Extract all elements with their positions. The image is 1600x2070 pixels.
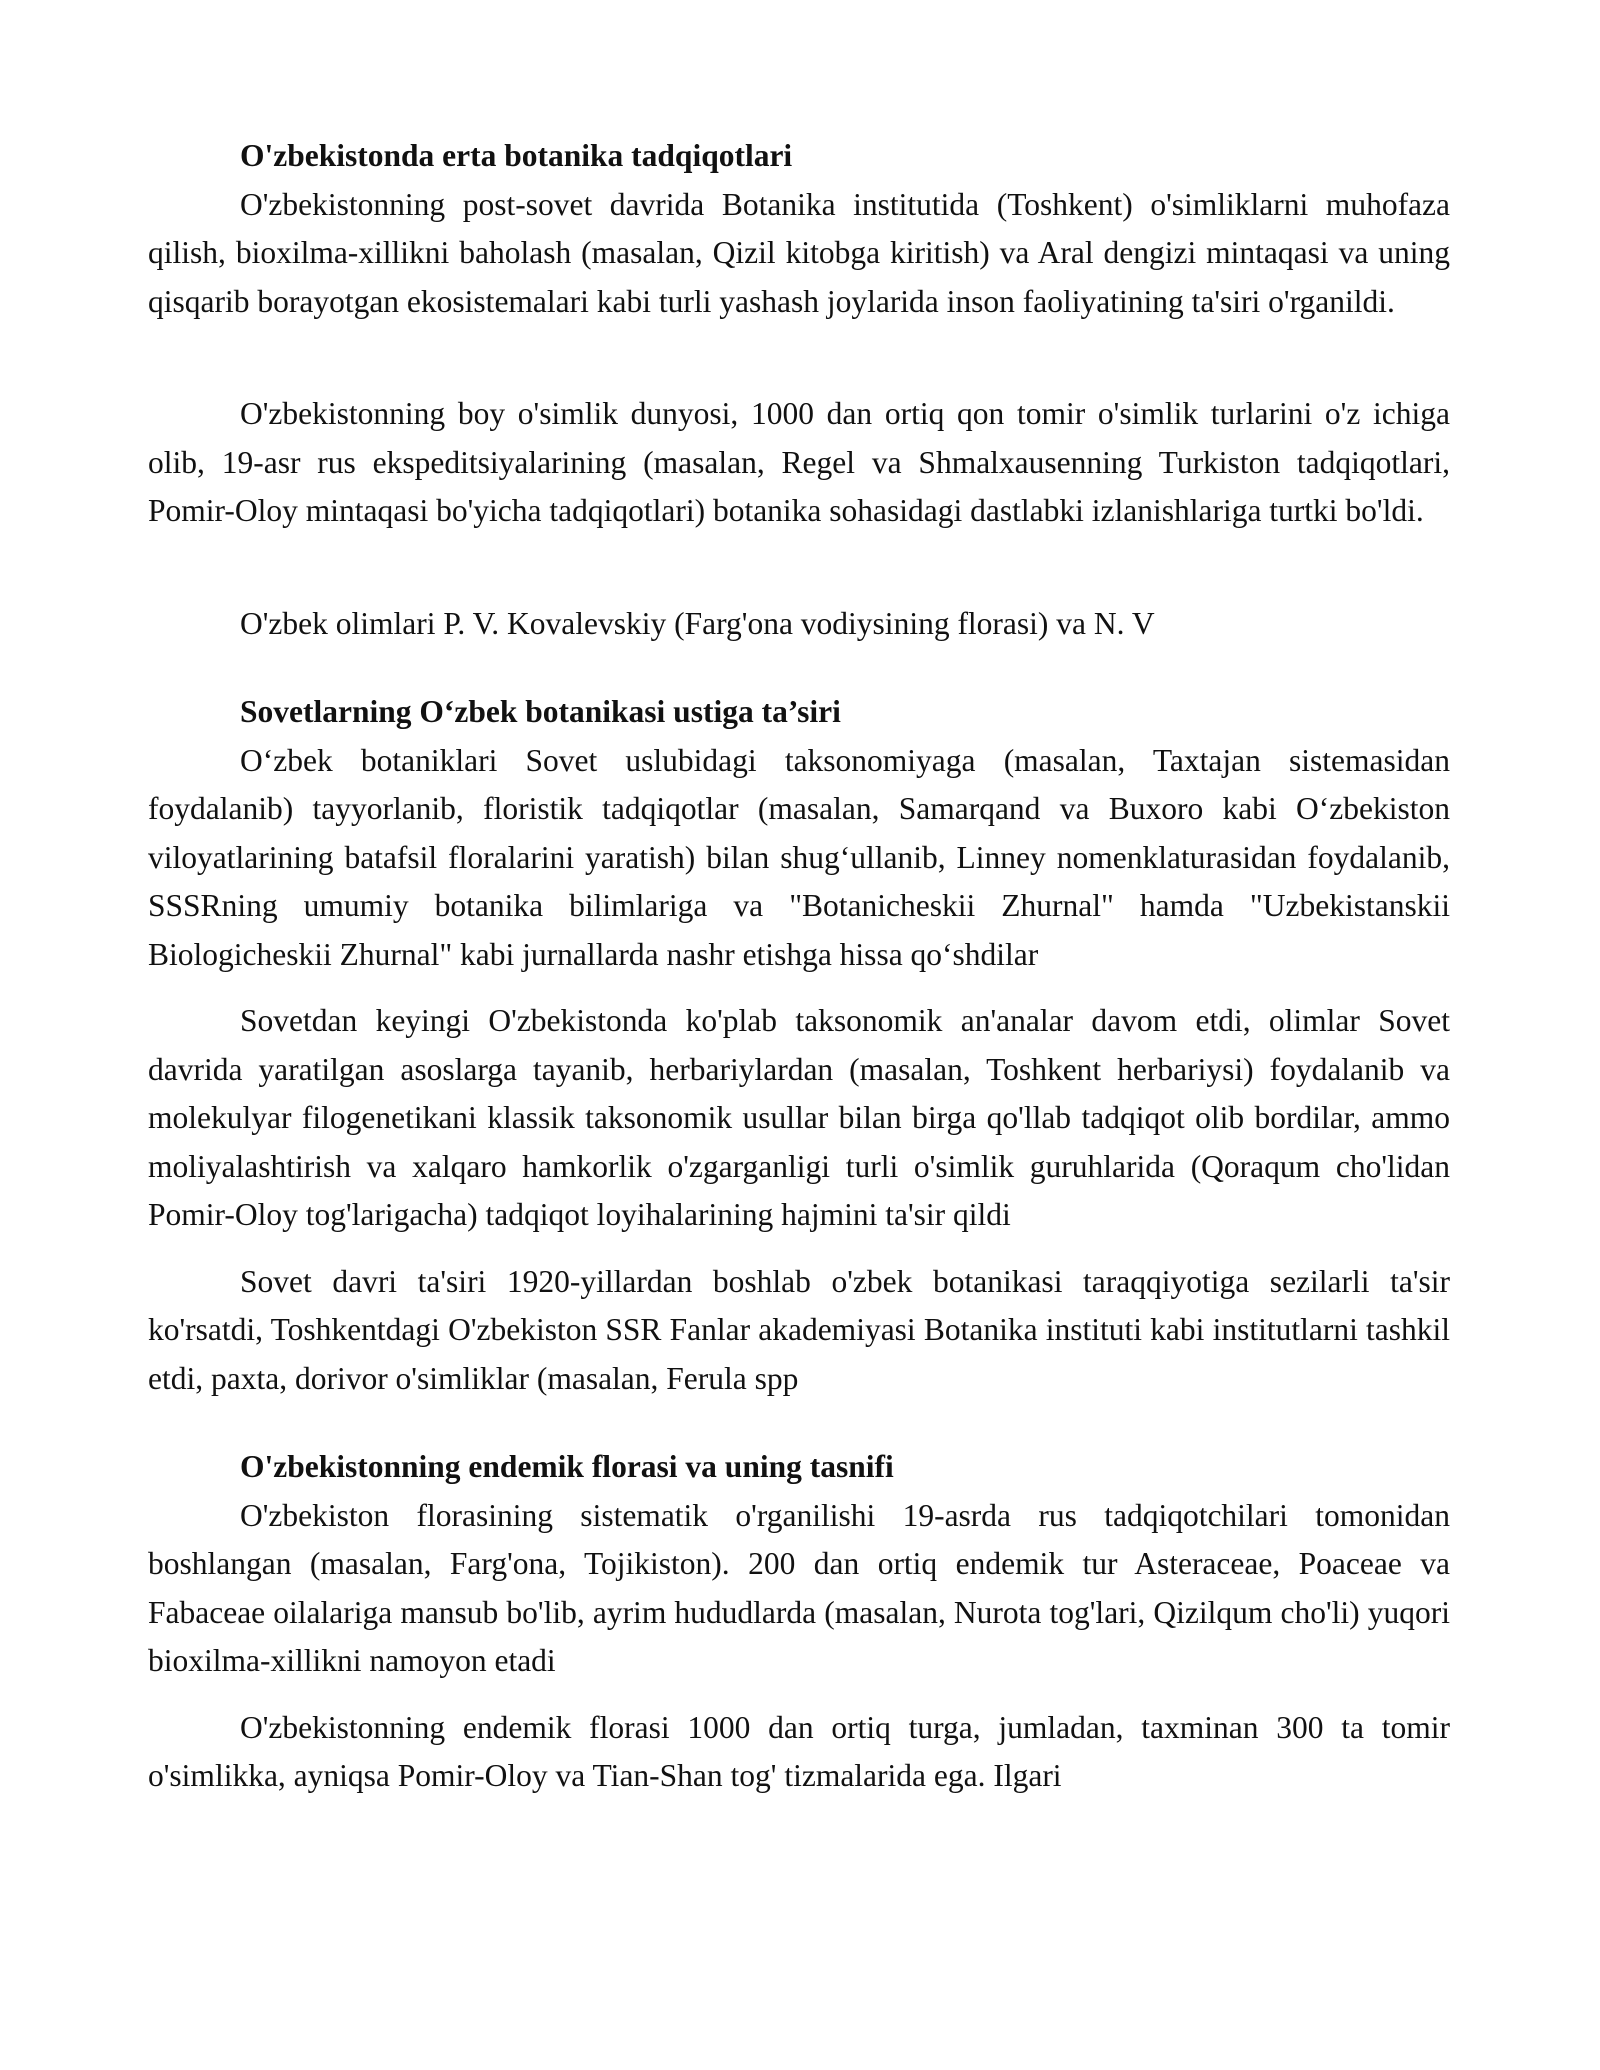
paragraph: O'zbekistonning post-sovet davrida Botanika institutida (Toshkent) o'simliklarni muhofaza qilish, bioxilma-xillikni baholash (masalan, Qizil kitobga kiritish) va Aral dengizi mintaqasi va uning qisqarib borayotgan ekosistemalari kabi turli yashash joylarida inson faoliyatining ta'siri o'rganildi. [148,186,1450,319]
paragraph: Sovet davri ta'siri 1920-yillardan boshlab o'zbek botanikasi taraqqiyotiga sezilarli ta'sir ko'rsatdi, Toshkentdagi O'zbekiston SSR Fanlar akademiyasi Botanika instituti kabi institutlarni tashkil etdi, paxta, dorivor o'simliklar (masalan, Ferula spp [148,1263,1450,1396]
paragraph: O'zbekiston florasining sistematik o'rganilishi 19-asrda rus tadqiqotchilari tomonidan boshlangan (masalan, Farg'ona, Tojikiston). 200 dan ortiq endemik tur Asteraceae, Poaceae va Fabaceae oilalariga mansub bo'lib, ayrim hududlarda (masalan, Nurota tog'lari, Qizilqum cho'li) yuqori bioxilma-xillikni namoyon etadi [148,1497,1450,1678]
paragraph: Sovetdan keyingi O'zbekistonda ko'plab taksonomik an'analar davom etdi, olimlar Sovet davrida yaratilgan asoslarga tayanib, herbariylardan (masalan, Toshkent herbariysi) foydalanib va molekulyar filogenetikani klassik taksonomik usullar bilan birga qo'llab tadqiqot olib bordilar, ammo moliyalashtirish va xalqaro hamkorlik o'zgarganligi turli o'simlik guruhlarida (Qoraqum cho'lidan Pomir-Oloy tog'larigacha) tadqiqot loyihalarining hajmini ta'sir qildi [148,1003,1450,1232]
paragraph-gap [148,648,1450,688]
paragraph-gap [148,1403,1450,1443]
paragraph-gap [148,1686,1450,1704]
document-page [148,132,1450,1801]
section-heading-early-research: O'zbekistonda erta botanika tadqiqotlari [240,138,793,173]
section-heading-soviet-influence: Sovetlarning O‘zbek botanikasi ustiga ta’siri [240,694,841,729]
section-heading-endemic-flora: O'zbekistonning endemik florasi va uning tasnifi [240,1449,894,1484]
paragraph: O'zbek olimlari P. V. Kovalevskiy (Farg'ona vodiysining florasi) va N. V [240,605,1155,641]
paragraph-gap [148,536,1450,600]
paragraph: O'zbekistonning endemik florasi 1000 dan ortiq turga, jumladan, taxminan 300 ta tomir o'simlikka, ayniqsa Pomir-Oloy va Tian-Shan tog' tizmalarida ega. Ilgari [148,1709,1450,1793]
paragraph-gap [148,326,1450,390]
paragraph-gap [148,979,1450,997]
paragraph-gap [148,1240,1450,1258]
paragraph: O'zbekistonning boy o'simlik dunyosi, 1000 dan ortiq qon tomir o'simlik turlarini o'z ichiga olib, 19-asr rus ekspeditsiyalarining (masalan, Regel va Shmalxausenning Turkiston tadqiqotlari, Pomir-Oloy mintaqasi bo'yicha tadqiqotlari) botanika sohasidagi dastlabki izlanishlariga turtki bo'ldi. [148,396,1450,528]
paragraph: O‘zbek botaniklari Sovet uslubidagi taksonomiyaga (masalan, Taxtajan sistemasidan foydalanib) tayyorlanib, floristik tadqiqotlar (masalan, Samarqand va Buxoro kabi O‘zbekiston viloyatlarining batafsil floralarini yaratish) bilan shug‘ullanib, Linney nomenklaturasidan foydalanib, SSSRning umumiy botanika bilimlariga va "Botanicheskii Zhurnal" hamda "Uzbekistanskii Biologicheskii Zhurnal" kabi jurnallarda nashr etishga hissa qo‘shdilar [148,742,1450,972]
